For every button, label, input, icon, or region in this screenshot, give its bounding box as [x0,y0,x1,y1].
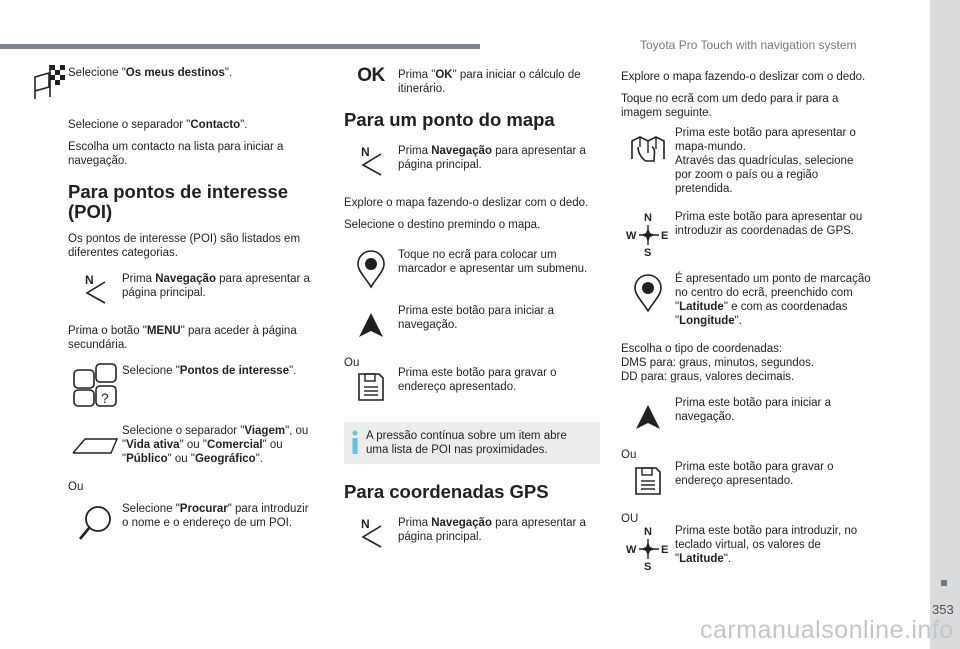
row-marker-center [621,272,873,328]
start-navigation-icon [621,396,675,438]
header-title: Toyota Pro Touch with navigation system [640,38,857,52]
bold-text: Latitude [679,301,724,313]
compass-n: N [644,526,652,538]
paragraph: Explore o mapa fazendo-o deslizar com o dedo. [621,71,866,83]
compass-s: S [644,561,652,572]
compass-s: S [644,247,652,258]
text: ". [289,365,297,377]
paragraph [68,324,318,352]
text: ". [255,453,263,465]
compass-w: W [626,230,637,242]
text: Prima [398,517,432,529]
compass-w: W [626,544,637,556]
text: " e com as coordenadas " [675,301,848,327]
compass-icon [621,210,675,258]
section-heading: Para coordenadas GPS [344,481,549,502]
watermark: carmanualsonline.info [700,616,954,644]
paragraph: Toque no ecrã com um dedo para ir para a imagem seguinte. [621,93,839,119]
row-text: Prima este botão para gravar o endereço apresentado. [398,367,557,393]
text: para apresentar a página principal. [398,517,586,543]
tab-icon [68,424,122,466]
row-text: Prima este botão para iniciar a navegação. [398,305,554,331]
navigation-icon [68,268,122,310]
text: ". [723,553,732,565]
row-latitude [621,524,873,572]
ok-label: OK [357,65,385,86]
column-2 [344,62,600,568]
row-text: Prima este botão para apresentar o mapa-mundo. Através das quadrículas, selecione por zoom o país ou a região pretendida. [675,127,856,195]
bold-text: Pontos de interesse [179,365,290,377]
row-text: Prima este botão para gravar o endereço apresentado. [675,461,834,487]
bold-text: Longitude [679,315,735,327]
text: para apresentar a página principal. [122,273,310,299]
column-3 [621,62,873,586]
bold-text: Navegação [431,517,492,529]
search-icon [68,502,122,548]
text: " para iniciar o cálculo de itinerário. [398,69,581,95]
text: ". [240,119,248,131]
paragraph: Escolha o tipo de coordenadas: DMS para: graus, minutos, segundos. DD para: graus, valores decimais. [621,343,815,383]
row-world-map [621,126,873,196]
text: Selecione " [122,503,180,515]
bold-text: Público [126,453,168,465]
bold-text: Comercial [206,439,263,451]
info-box [344,422,600,464]
row-save [621,460,873,502]
text: ", ou " [122,425,309,451]
compass-e: E [661,230,669,242]
text: Prima [122,273,156,285]
start-navigation-icon [344,304,398,346]
paragraph: Os pontos de interesse (POI) são listados em diferentes categorias. [68,233,301,259]
bold-text: OK [435,69,453,81]
row-text: Prima este botão para apresentar ou introduzir as coordenadas de GPS. [675,211,863,237]
text: Selecione o separador " [122,425,245,437]
text: " ou " [167,453,195,465]
row-text: Prima este botão para iniciar a navegação. [675,397,831,423]
destination-flag-icon [20,62,74,104]
paragraph-ou: Ou [344,357,360,369]
text: Prima este botão para introduzir, no teclado virtual, os valores de " [675,525,858,565]
page-sidebar [930,0,960,649]
row-navigation [68,268,318,310]
compass-icon [621,524,675,572]
poi-icon [68,360,122,410]
bold-text: Geográfico [194,453,256,465]
page-number: 353 [932,602,954,617]
paragraph: Selecione o destino premindo o mapa. [344,219,541,231]
text: " ou " [122,439,283,465]
text: Prima [398,145,432,157]
info-text: A pressão contínua sobre um item abre uma lista de POI nas proximidades. [366,430,567,456]
svg-text:N: N [361,145,370,159]
text: ". [734,315,742,327]
row-navigation [344,140,600,182]
paragraph-ou: Ou [68,481,84,493]
bold-text: Navegação [431,145,492,157]
row-text: Toque no ecrã para colocar um marcador e apresentar um submenu. [398,249,588,275]
svg-text:N: N [361,517,370,531]
row-start-navigation [344,304,600,346]
map-pin-icon [344,248,398,290]
row-search [68,502,318,548]
text: para apresentar a página principal. [398,145,586,171]
text: É apresentado um ponto de marcação no centro do ecrã, preenchido com " [675,273,871,313]
text: Selecione " [68,67,126,79]
navigation-icon [344,140,398,182]
column-1 [68,62,318,562]
section-heading: Para pontos de interesse (POI) [68,181,289,222]
text: Prima " [398,69,436,81]
paragraph: Explore o mapa fazendo-o deslizar com o dedo. [344,197,589,209]
text: " ou " [179,439,207,451]
continue-marker [941,580,947,586]
bold-text: Vida ativa [126,439,180,451]
bold-text: Os meus destinos [125,67,225,79]
row-marker [344,248,600,290]
row-navigation [344,512,600,554]
text: Selecione o separador " [68,119,191,131]
section-heading: Para um ponto do mapa [344,109,555,130]
bold-text: Viagem [244,425,286,437]
row-poi [68,360,318,410]
bold-text: Contacto [190,119,241,131]
text: " para introduzir o nome e o endereço de um POI. [122,503,309,529]
navigation-icon [344,512,398,554]
world-map-icon [621,126,675,168]
text: " para aceder à página secundária. [68,325,297,351]
map-pin-icon [621,272,675,314]
info-icon [349,429,361,455]
row-start-navigation [621,396,873,438]
paragraph-ou: OU [621,513,639,525]
save-icon [344,366,398,408]
header-rule [0,44,480,49]
text: Selecione " [122,365,180,377]
row-ok [344,62,600,96]
row-gps [621,210,873,258]
svg-text:N: N [85,273,94,287]
bold-text: Navegação [155,273,216,285]
paragraph: Escolha um contacto na lista para iniciar a navegação. [68,141,284,167]
svg-text:?: ? [101,390,109,406]
text: Prima o botão " [68,325,147,337]
row-save [344,366,600,408]
paragraph [68,118,318,132]
compass-e: E [661,544,669,556]
text: ". [224,67,233,79]
paragraph-ou: Ou [621,449,637,461]
bold-text: MENU [146,325,181,337]
bold-text: Procurar [179,503,228,515]
bold-text: Latitude [679,553,724,565]
row-my-destinations [20,62,318,104]
save-icon [621,460,675,502]
compass-n: N [644,212,652,224]
ok-icon [344,62,398,90]
row-categories [68,424,318,466]
